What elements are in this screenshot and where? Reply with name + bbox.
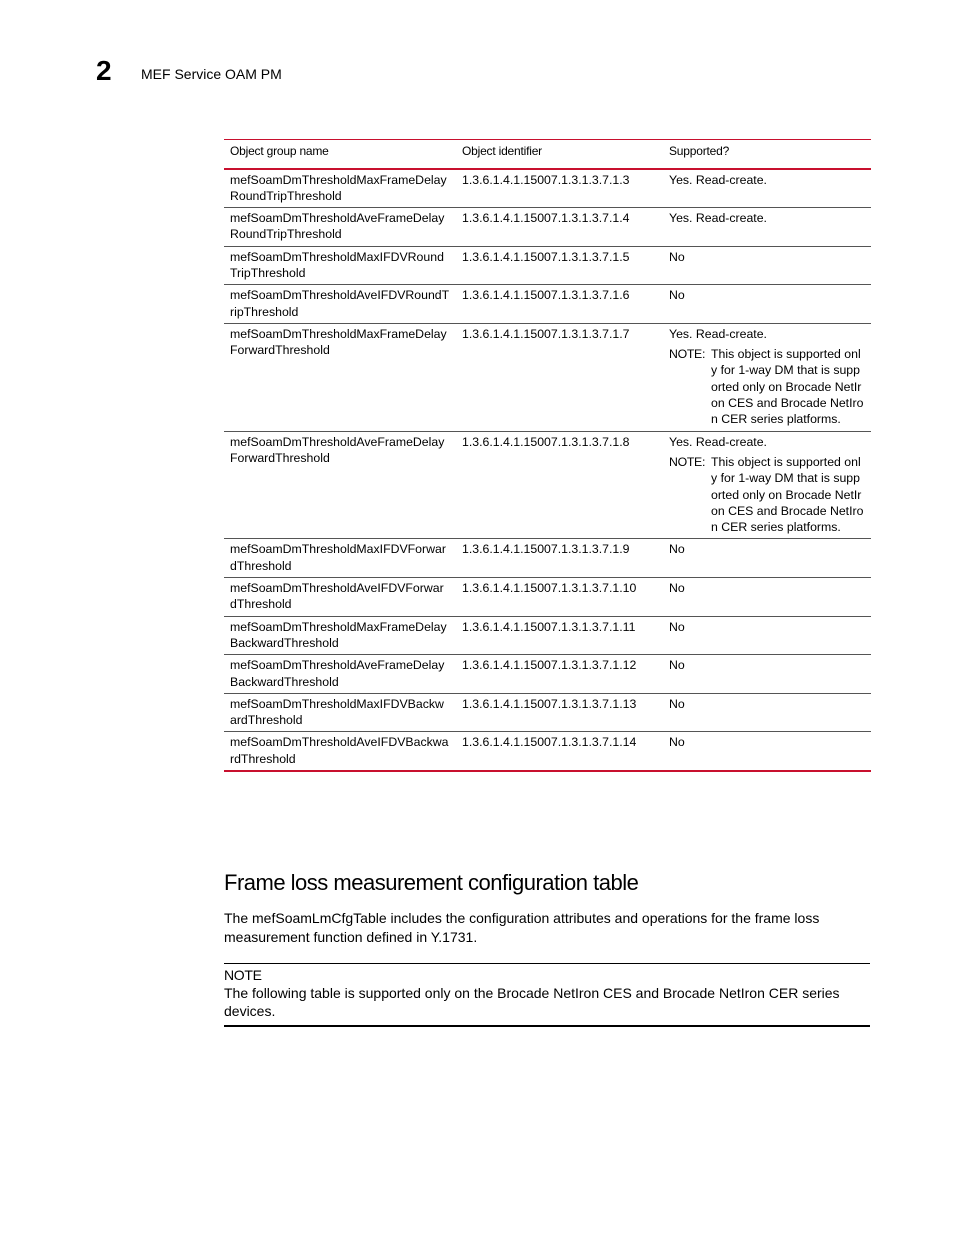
chapter-number: 2: [96, 55, 112, 86]
object-identifier-cell: 1.3.6.1.4.1.15007.1.3.1.3.7.1.10: [462, 581, 637, 596]
object-group-name-cell: mefSoamDmThresholdAveFrameDelayRoundTripThreshold: [230, 211, 445, 242]
table-row: [224, 693, 871, 732]
table-row: [224, 323, 871, 431]
table-row: [224, 208, 871, 247]
section-heading: Frame loss measurement configuration table: [224, 870, 639, 895]
supported-cell: [663, 616, 871, 655]
mib-object-table: [224, 139, 871, 772]
section-paragraph: The mefSoamLmCfgTable includes the configuration attributes and operations for the frame loss measurement function defined in Y.1731.: [224, 910, 820, 945]
object-identifier-cell: 1.3.6.1.4.1.15007.1.3.1.3.7.1.5: [462, 249, 630, 264]
note-heading: NOTE: [224, 967, 262, 983]
object-identifier-cell: 1.3.6.1.4.1.15007.1.3.1.3.7.1.7: [462, 326, 630, 341]
table-row: [224, 246, 871, 285]
supported-cell: [663, 732, 871, 771]
supported-value: Yes. Read-create.: [669, 434, 767, 449]
table-row: [224, 578, 871, 617]
object-identifier-cell: 1.3.6.1.4.1.15007.1.3.1.3.7.1.12: [462, 658, 637, 673]
supported-cell: [663, 323, 871, 431]
chapter-title: MEF Service OAM PM: [141, 66, 282, 82]
cell-note-label: NOTE:: [669, 347, 706, 362]
cell-note-label: NOTE:: [669, 454, 706, 469]
object-identifier-cell: 1.3.6.1.4.1.15007.1.3.1.3.7.1.4: [462, 211, 630, 226]
supported-cell: [663, 169, 871, 208]
note-box: [224, 963, 870, 1027]
column-header-supported: Supported?: [669, 144, 730, 158]
table-row: [224, 655, 871, 694]
supported-value: No: [669, 696, 685, 711]
object-identifier-cell: 1.3.6.1.4.1.15007.1.3.1.3.7.1.11: [462, 619, 636, 634]
object-group-name-cell: mefSoamDmThresholdMaxIFDVForwardThreshold: [230, 542, 446, 573]
object-group-name-cell: mefSoamDmThresholdMaxIFDVBackwardThreshold: [230, 696, 444, 728]
cell-note: [669, 346, 865, 427]
table-row: [224, 431, 871, 539]
object-group-name-cell: mefSoamDmThresholdAveIFDVRoundTripThreshold: [230, 288, 450, 319]
object-group-name-cell: mefSoamDmThresholdMaxFrameDelayBackwardThreshold: [230, 619, 447, 650]
object-group-name-cell: mefSoamDmThresholdAveFrameDelayForwardThreshold: [230, 434, 445, 465]
object-identifier-cell: 1.3.6.1.4.1.15007.1.3.1.3.7.1.9: [462, 542, 630, 557]
supported-cell: [663, 208, 871, 247]
object-identifier-cell: 1.3.6.1.4.1.15007.1.3.1.3.7.1.8: [462, 434, 630, 449]
table-row: [224, 616, 871, 655]
supported-value: No: [669, 288, 685, 303]
supported-value: Yes. Read-create.: [669, 172, 767, 187]
column-header-object-identifier: Object identifier: [462, 144, 542, 158]
supported-cell: [663, 285, 871, 324]
supported-cell: [663, 539, 871, 578]
table-row: [224, 539, 871, 578]
cell-note-text: This object is supported only for 1-way DM that is supported only on Brocade NetIron CES and Brocade NetIron CER series platforms.: [711, 347, 864, 427]
table-header-row: [224, 140, 871, 169]
column-header-object-group: Object group name: [230, 144, 329, 158]
object-group-name-cell: mefSoamDmThresholdMaxFrameDelayForwardThreshold: [230, 326, 447, 358]
object-identifier-cell: 1.3.6.1.4.1.15007.1.3.1.3.7.1.3: [462, 172, 630, 187]
table-row: [224, 732, 871, 771]
object-group-name-cell: mefSoamDmThresholdAveFrameDelayBackwardThreshold: [230, 658, 445, 689]
supported-value: No: [669, 249, 685, 264]
cell-note-text: This object is supported only for 1-way DM that is supported only on Brocade NetIron CES and Brocade NetIron CER series platforms.: [711, 454, 864, 535]
supported-cell: [663, 655, 871, 694]
supported-cell: [663, 693, 871, 732]
supported-cell: [663, 246, 871, 285]
supported-value: Yes. Read-create.: [669, 211, 767, 226]
cell-note: [669, 454, 865, 535]
supported-value: No: [669, 619, 685, 634]
table-row: [224, 169, 871, 208]
supported-cell: [663, 578, 871, 617]
supported-value: No: [669, 735, 685, 750]
supported-value: No: [669, 658, 685, 673]
note-text: The following table is supported only on the Brocade NetIron CES and Brocade NetIron CER series devices.: [224, 985, 840, 1019]
object-identifier-cell: 1.3.6.1.4.1.15007.1.3.1.3.7.1.13: [462, 696, 637, 711]
object-identifier-cell: 1.3.6.1.4.1.15007.1.3.1.3.7.1.14: [462, 735, 637, 750]
supported-value: Yes. Read-create.: [669, 326, 767, 341]
supported-cell: [663, 431, 871, 539]
table-row: [224, 285, 871, 324]
object-group-name-cell: mefSoamDmThresholdMaxFrameDelayRoundTripThreshold: [230, 172, 447, 203]
object-group-name-cell: mefSoamDmThresholdAveIFDVBackwardThreshold: [230, 735, 449, 766]
object-group-name-cell: mefSoamDmThresholdAveIFDVForwardThreshold: [230, 581, 444, 612]
supported-value: No: [669, 542, 685, 557]
object-group-name-cell: mefSoamDmThresholdMaxIFDVRoundTripThreshold: [230, 249, 444, 280]
object-identifier-cell: 1.3.6.1.4.1.15007.1.3.1.3.7.1.6: [462, 288, 630, 303]
supported-value: No: [669, 581, 685, 596]
